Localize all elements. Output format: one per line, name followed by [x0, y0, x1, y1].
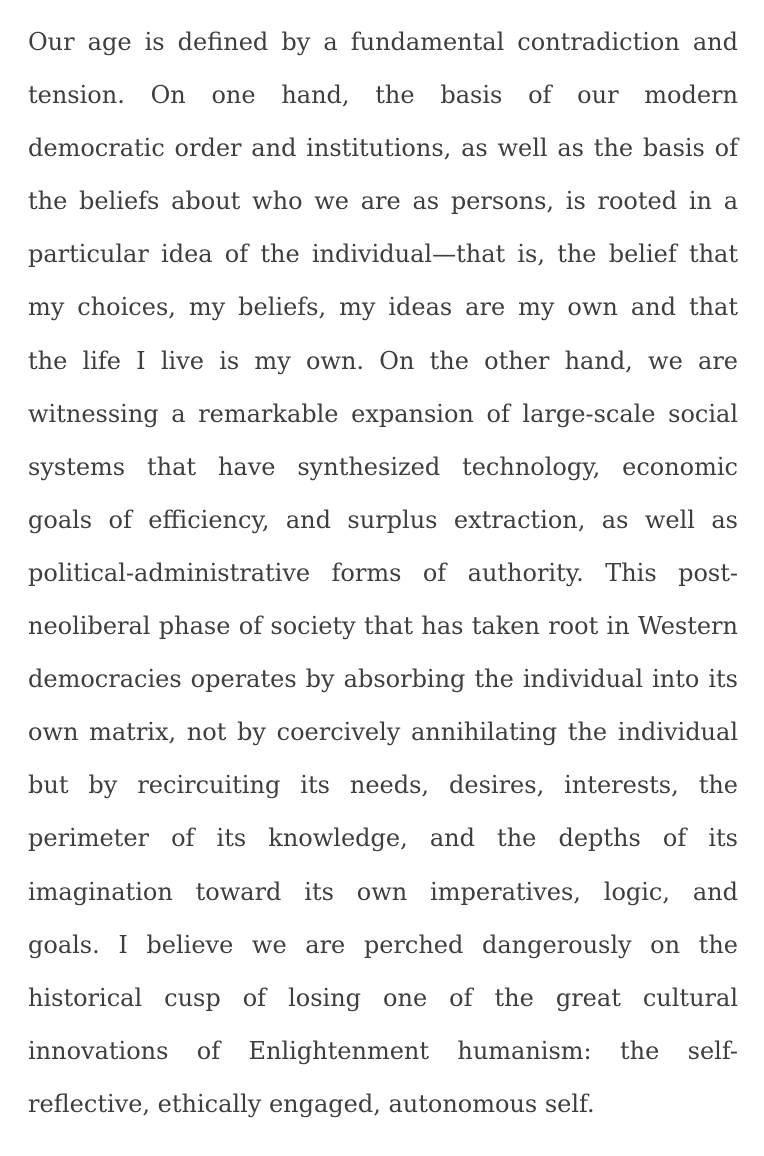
text-line: democracies operates by absorbing the individual into its [28, 665, 738, 694]
text-line: own matrix, not by coercively annihilating the individual [28, 718, 738, 747]
text-line: the life I live is my own. On the other hand, we are [28, 346, 738, 375]
text-line: witnessing a remarkable expansion of large-scale social [28, 399, 738, 428]
text-line: reflective, ethically engaged, autonomous self. [28, 1089, 595, 1118]
text-line: democratic order and institutions, as well as the basis of [28, 134, 738, 163]
text-line: the beliefs about who we are as persons, is rooted in a [28, 187, 738, 216]
text-line: perimeter of its knowledge, and the depths of its [28, 824, 738, 853]
text-line: imagination toward its own imperatives, logic, and [28, 877, 738, 906]
body-paragraph [28, 16, 738, 1131]
text-line: goals. I believe we are perched dangerously on the [28, 930, 738, 959]
text-line: goals of efficiency, and surplus extraction, as well as [28, 505, 738, 534]
text-line: particular idea of the individual—that is, the belief that [28, 240, 738, 269]
text-line: political-administrative forms of authority. This post- [28, 558, 738, 587]
text-line: but by recircuiting its needs, desires, interests, the [28, 771, 738, 800]
text-line: historical cusp of losing one of the great cultural [28, 983, 738, 1012]
text-line: tension. On one hand, the basis of our modern [28, 81, 738, 110]
text-line: my choices, my beliefs, my ideas are my own and that [28, 293, 738, 322]
text-line: neoliberal phase of society that has taken root in Western [28, 612, 738, 641]
text-line: Our age is defined by a fundamental contradiction and [28, 28, 738, 56]
text-line: innovations of Enlightenment humanism: the self- [28, 1036, 738, 1065]
text-line: systems that have synthesized technology, economic [28, 452, 738, 481]
